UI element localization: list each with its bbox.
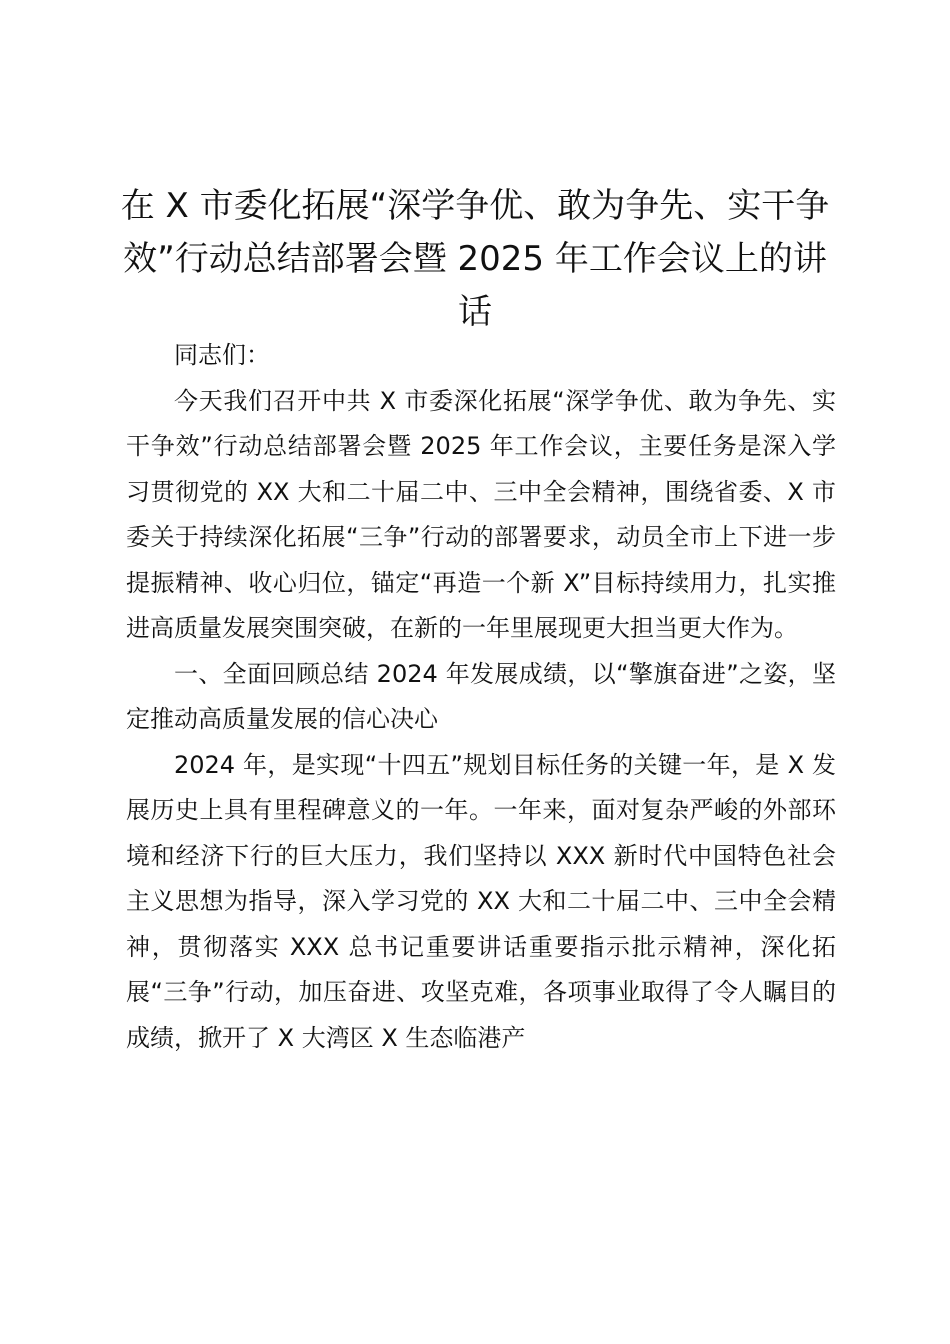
intro-paragraph: 今天我们召开中共 X 市委深化拓展“深学争优、敢为争先、实干争效”行动总结部署会暨 2025 年工作会议，主要任务是深入学习贯彻党的 XX 大和二十届二中、三中全会精神，围绕省委、X 市委关于持续深化拓展“三争”行动的部署要求，动员全市上下进一步提振精神、收心归位，锚定“再造一个新 X”目标持续用力，扎实推进高质量发展突围突破，在新的一年里展现更大担当更大作为。 <box>126 386 836 642</box>
body-paragraph: 2024 年，是实现“十四五”规划目标任务的关键一年，是 X 发展历史上具有里程碑意义的一年。一年来，面对复杂严峻的外部环境和经济下行的巨大压力，我们坚持以 XXX 新时代中国特色社会主义思想为指导，深入学习党的 XX 大和二十届二中、三中全会精神，贯彻落实 XXX 总书记重要讲话重要指示批示精神，深化拓展“三争”行动，加压奋进、攻坚克难，各项事业取得了令人瞩目的成绩，掀开了 X 大湾区 X 生态临港产 <box>126 750 836 1052</box>
section-heading: 一、全面回顾总结 2024 年发展成绩，以“擎旗奋进”之姿，坚定推动高质量发展的信心决心 <box>126 659 836 733</box>
salutation: 同志们： <box>174 341 270 369</box>
document-title: 在 X 市委化拓展“深学争优、敢为争先、实干争效”行动总结部署会暨 2025 年工作会议上的讲话 <box>120 186 830 332</box>
document-body <box>126 333 836 1061</box>
